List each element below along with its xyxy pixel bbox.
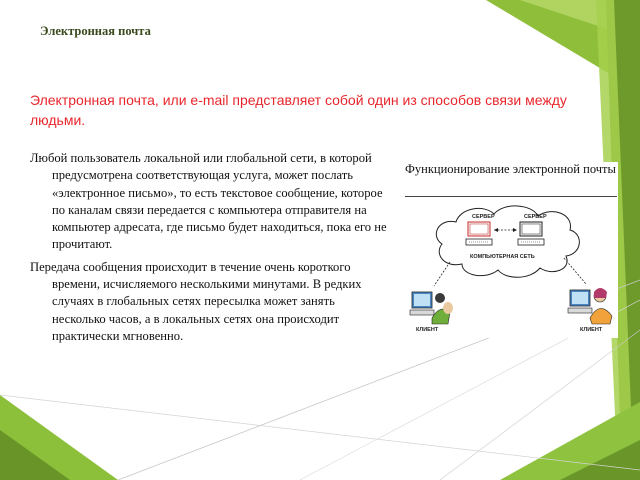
slide-subtitle: Электронная почта, или e-mail представляет собой один из способов связи между людьми. xyxy=(30,92,567,128)
paragraph-2: Передача сообщения происходит в течение очень короткого времени, исчисляемого несколькими минутами. В редких случаях в глобальных сетях пересылка может занять несколько часов, а в локальных сетях она происходит практически мгновенно. xyxy=(30,259,362,343)
network-cloud xyxy=(436,206,579,277)
client-left-link xyxy=(434,262,450,286)
client-right-icon xyxy=(568,288,612,324)
body-text xyxy=(30,150,390,350)
figure-title-underline xyxy=(405,196,617,197)
network-label: КОМПЬЮТЕРНАЯ СЕТЬ xyxy=(470,254,535,260)
figure-title: Функционирование электронной почты xyxy=(405,162,616,176)
client-right-link xyxy=(564,258,586,284)
email-diagram-figure xyxy=(402,162,618,338)
paragraph-1: Любой пользователь локальной или глобальной сети, в которой предусмотрена соответствующая услуга, может послать «электронное письмо», то есть текстовое сообщение, которое по каналам связи передается с компьютера отправителя на компьютер адресата, где письмо будет находиться, пока его не прочитают. xyxy=(30,151,387,252)
server-left-label: СЕРВЕР xyxy=(472,214,495,220)
server-left-icon xyxy=(466,222,492,245)
deco-line-2 xyxy=(0,395,640,470)
client-left-icon xyxy=(410,292,453,324)
slide-title: Электронная почта xyxy=(40,24,151,38)
server-right-label: СЕРВЕР xyxy=(524,214,547,220)
email-diagram xyxy=(402,200,618,338)
server-right-icon xyxy=(518,222,544,245)
client-left-label: КЛИЕНТ xyxy=(416,327,439,333)
client-right-label: КЛИЕНТ xyxy=(580,327,603,333)
